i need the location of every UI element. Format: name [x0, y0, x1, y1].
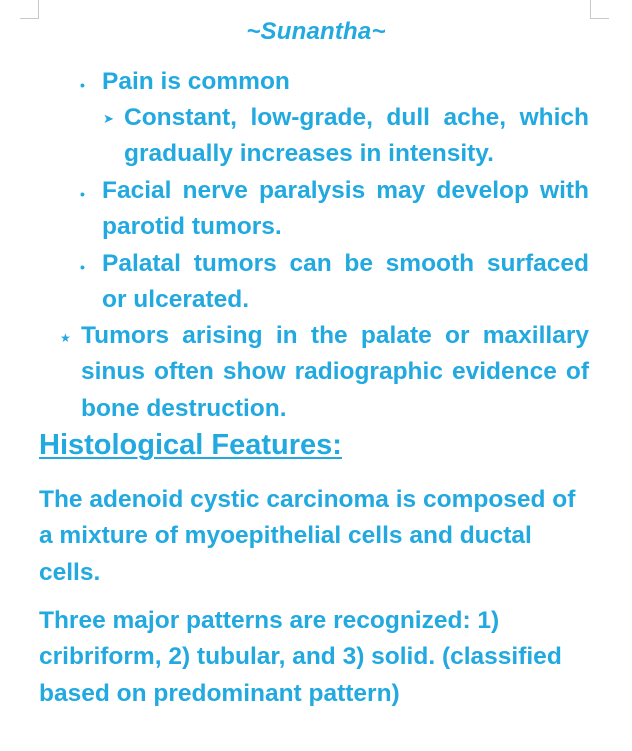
list-item-facial: [80, 173, 589, 246]
list-item-text: Constant, low-grade, dull ache, which gradually increases in intensity.: [124, 104, 589, 168]
list-item-text: Pain is common: [102, 68, 290, 95]
round-bullet-icon: •: [80, 77, 85, 93]
arrow-bullet-icon: ➤: [103, 111, 114, 126]
list-item-pain-detail: [103, 100, 589, 173]
round-bullet-icon: •: [80, 259, 85, 275]
list-item-text: Facial nerve paralysis may develop with parotid tumors.: [102, 177, 589, 241]
list-item-text: Tumors arising in the palate or maxillary sinus often show radiographic evidence of bone destruction.: [81, 322, 589, 422]
paragraph-patterns: Three major patterns are recognized: 1) cribriform, 2) tubular, and 3) solid. (classified based on predominant pattern): [39, 607, 562, 707]
list-item-palatal: [80, 246, 589, 319]
page-header-title: ~Sunantha~: [246, 18, 386, 45]
paragraph-composition: The adenoid cystic carcinoma is composed of a mixture of myoepithelial cells and ductal cells.: [39, 486, 576, 586]
list-item-radiographic: [60, 318, 589, 427]
page-corner-mark-left: [20, 0, 39, 19]
page-corner-mark-right: [590, 0, 609, 19]
list-item-text: Palatal tumors can be smooth surfaced or ulcerated.: [102, 250, 589, 314]
star-bullet-icon: ★: [60, 331, 71, 345]
round-bullet-icon: •: [80, 186, 85, 202]
list-item-pain: [80, 64, 589, 100]
section-heading: Histological Features:: [39, 429, 342, 461]
